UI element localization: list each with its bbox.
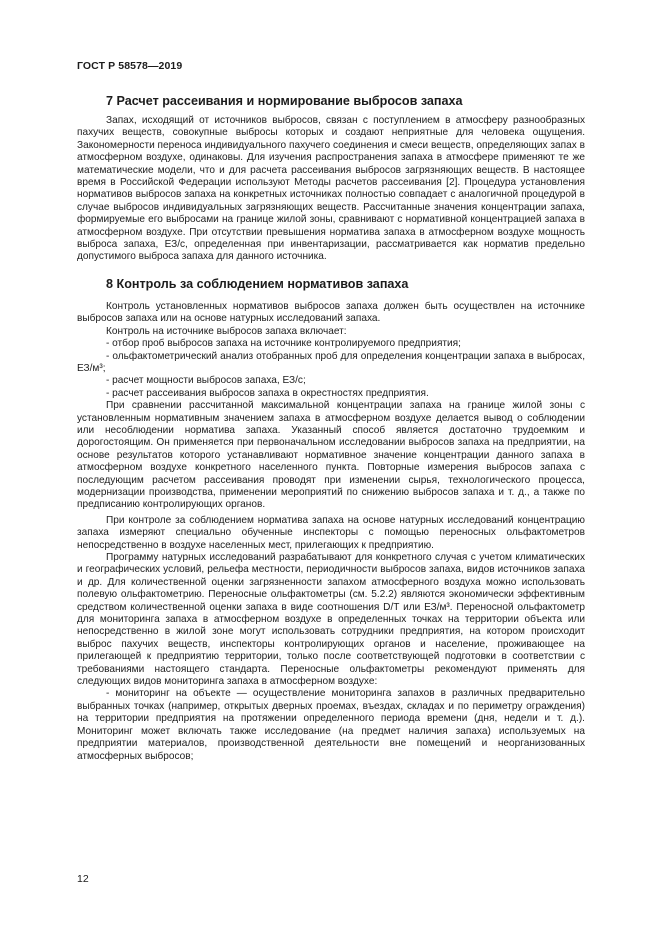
- section-8-heading: 8 Контроль за соблюдением нормативов запаха: [106, 276, 409, 291]
- section-7: [77, 93, 585, 264]
- section-7-heading: 7 Расчет рассеивания и нормирование выбросов запаха: [106, 94, 463, 108]
- section-7-paragraph: Запах, исходящий от источников выбросов, связан с поступлением в атмосферу разнообразных пахучих веществ, совокупные выбросы которых и создают неприятные для человека ощущения. Закономерности переноса индивидуального пахучего соединения и смеси веществ, определяющих запах в атмосферном воздухе, одинаковы. Для изучения распространения запаха в атмосфере применяют те же математические модели, что и для расчета рассеивания выбросов загрязняющих веществ. В настоящее время в Российской Федерации используют Методы расчетов рассеивания [2]. Процедура установления нормативов выбросов запаха на конкретных источниках полностью совпадает с аналогичной процедурой в случае выбросов индивидуальных загрязняющих веществ. Рассчитанные значения концентрации запаха, формируемые его выбросами на границе жилой зоны, сравнивают с нормативной концентрацией запаха в атмосферном воздухе. При отсутствии превышения норматива запаха в атмосферном воздухе мощность выброса запаха, ЕЗ/с, определенная при инвентаризации, рассматривается как норматив предельно допустимого выброса запаха для данного источника.: [77, 115, 585, 263]
- list-item: - отбор проб выбросов запаха на источнике контролируемого предприятия;: [106, 338, 461, 350]
- page-number: 12: [77, 873, 89, 885]
- list-item: - расчет мощности выбросов запаха, ЕЗ/с;: [106, 375, 306, 387]
- paragraph: Контроль на источнике выбросов запаха включает:: [106, 325, 347, 337]
- list-item: - мониторинг на объекте — осуществление мониторинга запахов в различных предварительно выбранных точках (например, открытых дверных проемах, въездах, складах и по периметру ограждения) на территории предприятия на протяжении определенного периода времени (дня, недели и т. д.). Мониторинг может включать также исследование (на предмет наличия запаха) используемых на предприятии материалов, производственной деятельности вне помещений и неорганизованных атмосферных выбросов;: [77, 688, 585, 762]
- document-code: ГОСТ Р 58578—2019: [77, 60, 183, 72]
- list-item: - расчет рассеивания выбросов запаха в окрестностях предприятия.: [106, 387, 429, 399]
- paragraph: Контроль установленных нормативов выбросов запаха должен быть осуществлен на источнике выбросов запаха или на основе натурных исследований запаха.: [77, 300, 585, 325]
- paragraph: При контроле за соблюдением норматива запаха на основе натурных исследований концентрацию запаха измеряют специально обученные инспекторы с помощью переносных ольфактометров непосредственно в воздухе населенных мест, прилегающих к предприятию.: [77, 514, 585, 551]
- section-8: [77, 276, 585, 763]
- paragraph: При сравнении рассчитанной максимальной концентрации запаха на границе жилой зоны с установленным нормативным значением запаха в атмосферном воздухе делается вывод о соблюдении или несоблюдении норматива запаха. Указанный способ является достаточно трудоемким и дорогостоящим. Он применяется при первоначальном исследовании выбросов запаха на предприятии, на основе результатов которого устанавливают нормативное значение концентрации данного запаха в атмосферном воздухе конкретного населенного пункта. Повторные измерения выбросов запаха с последующим расчетом рассеивания проводят при изменении сырья, технологического процесса, модернизации производства, применении мероприятий по снижению выбросов запаха и т. д., а также по предписанию контролирующих органов.: [77, 400, 585, 511]
- page-content: [77, 93, 585, 763]
- paragraph: Программу натурных исследований разрабатывают для конкретного случая с учетом климатических и географических условий, рельефа местности, периодичности выбросов запаха, видов источников запаха и др. Для количественной оценки загрязненности запахом атмосферного воздуха можно использовать полевую ольфактометрию. Переносные ольфактометры (см. 5.2.2) являются экономически эффективным средством количественной оценки запаха в виде соотношения D/T или ЕЗ/м³. Переносной ольфактометр для мониторинга запаха в атмосферном воздухе в определенных точках на территории объекта или непосредственно в жилой зоне могут использовать сотрудники предприятия, на котором происходит выброс пахучих веществ, инспекторы контролирующих органов и население, проживающее на прилегающей к предприятию территории, только после соответствующей подготовки в соответствии с требованиями настоящего стандарта. Переносные ольфактометры рекомендуют применять для следующих видов мониторинга запаха в атмосферном воздухе:: [77, 552, 585, 688]
- list-item: - ольфактометрический анализ отобранных проб для определения концентрации запаха в выбросах, ЕЗ/м³;: [77, 350, 585, 374]
